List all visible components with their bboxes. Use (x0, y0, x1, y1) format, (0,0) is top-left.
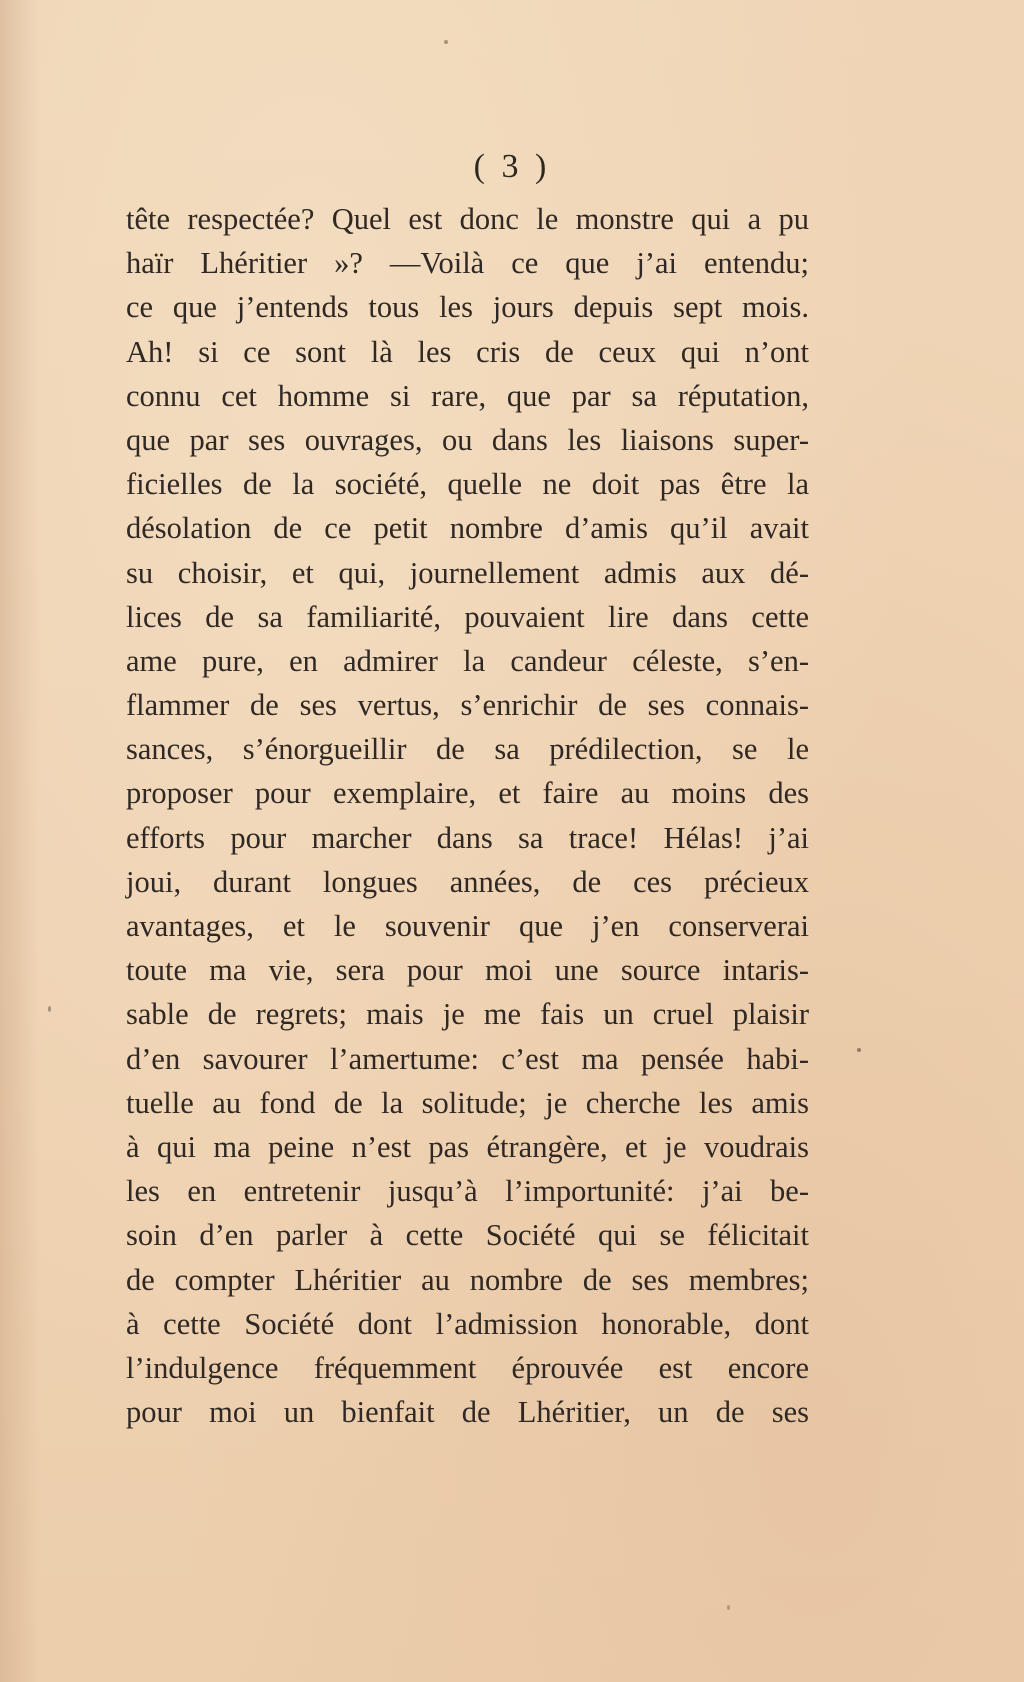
text-line: sances, s’énorgueillir de sa prédilection, se le (126, 732, 809, 767)
text-line: haïr Lhéritier »? —Voilà ce que j’ai entendu; (126, 246, 809, 281)
paper-speck (444, 40, 448, 44)
text-line: efforts pour marcher dans sa trace! Hélas! j’ai (126, 820, 809, 855)
text-line: sable de regrets; mais je me fais un cruel plaisir (126, 997, 809, 1032)
text-line: désolation de ce petit nombre d’amis qu’il avait (126, 511, 809, 546)
text-line: ce que j’entends tous les jours depuis sept mois. (126, 290, 809, 325)
text-line: d’en savourer l’amertume: c’est ma pensée habi- (126, 1041, 809, 1076)
text-line: ame pure, en admirer la candeur céleste, s’en- (126, 643, 809, 678)
text-line: les en entretenir jusqu’à l’importunité: j’ai be- (126, 1174, 809, 1209)
page-number: ( 3 ) (473, 148, 551, 185)
paper-speck (727, 1605, 730, 1610)
text-line: à qui ma peine n’est pas étrangère, et je voudrais (126, 1129, 809, 1164)
text-line: flammer de ses vertus, s’enrichir de ses connais- (126, 688, 809, 723)
text-line: connu cet homme si rare, que par sa réputation, (126, 378, 809, 413)
text-line: de compter Lhéritier au nombre de ses membres; (126, 1262, 809, 1297)
text-line: soin d’en parler à cette Société qui se félicitait (126, 1218, 809, 1253)
body-text (126, 197, 809, 1434)
text-line: l’indulgence fréquemment éprouvée est encore (126, 1350, 809, 1385)
text-line: que par ses ouvrages, ou dans les liaisons super- (126, 422, 809, 457)
paper-speck (48, 1006, 51, 1012)
text-line: Ah! si ce sont là les cris de ceux qui n’ont (126, 334, 809, 369)
text-line: joui, durant longues années, de ces précieux (126, 864, 809, 899)
text-line: ficielles de la société, quelle ne doit pas être la (126, 467, 809, 502)
page-edge-shadow (0, 0, 40, 1682)
text-line: à cette Société dont l’admission honorable, dont (126, 1306, 809, 1341)
text-line: su choisir, et qui, journellement admis aux dé- (126, 555, 809, 590)
text-line: toute ma vie, sera pour moi une source intaris- (126, 953, 809, 988)
text-line: lices de sa familiarité, pouvaient lire dans cette (126, 599, 809, 634)
text-line: tête respectée? Quel est donc le monstre qui a pu (126, 202, 809, 236)
text-line: tuelle au fond de la solitude; je cherche les amis (126, 1085, 809, 1120)
text-line: proposer pour exemplaire, et faire au moins des (126, 776, 809, 811)
text-line: avantages, et le souvenir que j’en conserverai (126, 909, 809, 943)
text-line: pour moi un bienfait de Lhéritier, un de ses (126, 1395, 809, 1430)
paper-speck (857, 1048, 861, 1052)
